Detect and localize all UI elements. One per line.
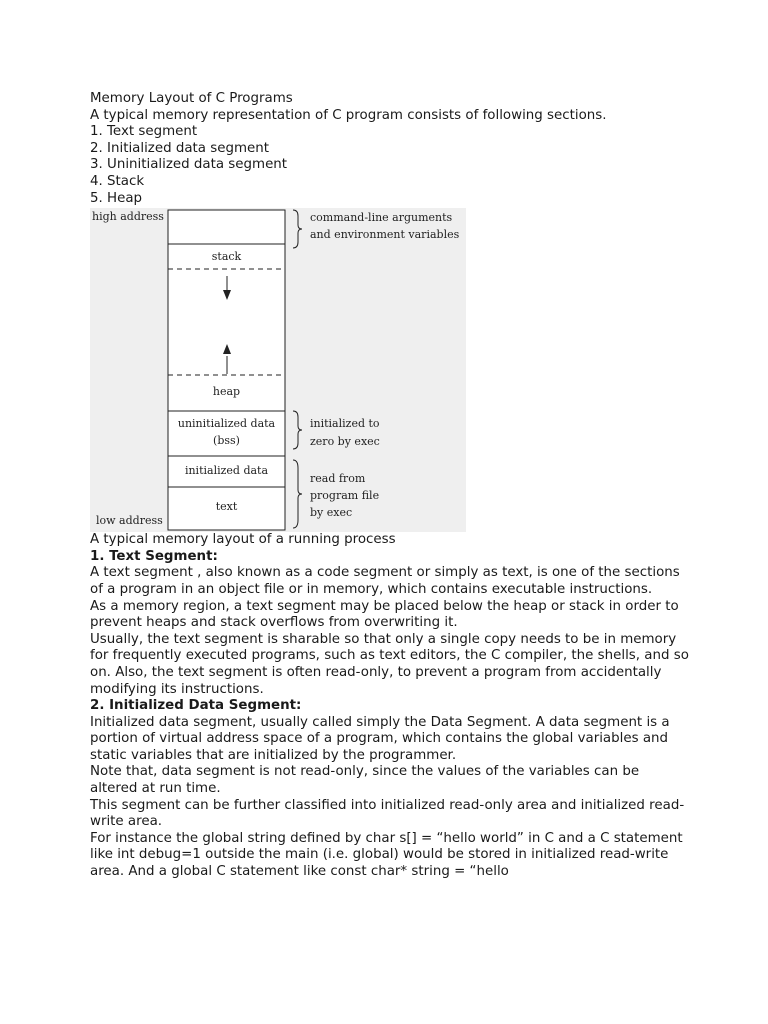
stack-label: stack	[211, 250, 242, 264]
uninitialized-data-label: uninitialized data	[177, 417, 276, 431]
section-heading-data-segment: 2. Initialized Data Segment:	[90, 698, 302, 714]
text-segment-label: text	[215, 500, 238, 514]
section-heading-text-segment: 1. Text Segment:	[90, 548, 218, 564]
paragraph: For instance the global string defined by char s[] = “hello world” in C and a C statement like int debug=1 outside the main (i.e. global) would be stored in initialized read-write area. And a global C statement like const char* string = “hello	[90, 830, 683, 880]
paragraph: A text segment , also known as a code segment or simply as text, is one of the sections of a program in an object file or in memory, which contains executable instructions.	[90, 565, 680, 597]
list-item: 3. Uninitialized data segment	[90, 157, 288, 173]
intro-text: A typical memory representation of C program consists of following sections.	[90, 107, 607, 123]
list-item: 2. Initialized data segment	[90, 140, 269, 156]
brace-icon	[293, 411, 302, 449]
high-address-label: high address	[92, 210, 164, 224]
list-item: 5. Heap	[90, 190, 143, 206]
annotation-text: zero by exec	[310, 435, 380, 449]
annotation-text: initialized to	[310, 417, 380, 431]
annotation-text: program file	[310, 489, 380, 503]
initialized-data-label: initialized data	[184, 464, 269, 478]
annotation-text: command-line arguments	[310, 211, 453, 225]
annotation-text: and environment variables	[310, 228, 460, 242]
paragraph: Note that, data segment is not read-only, since the values of the variables can be altered at run time.	[90, 764, 640, 797]
paragraph: This segment can be further classified into initialized read-only area and initialized read-write area.	[90, 797, 685, 830]
brace-icon	[293, 460, 302, 528]
doc-title: Memory Layout of C Programs	[90, 91, 293, 106]
paragraph: Initialized data segment, usually called simply the Data Segment. A data segment is a portion of virtual address space of a program, which contains the global variables and static variables that are initialized by the programmer.	[90, 714, 670, 763]
low-address-label: low address	[96, 514, 163, 528]
annotation-text: read from	[310, 472, 366, 486]
bss-label: (bss)	[213, 434, 240, 448]
paragraph: As a memory region, a text segment may be placed below the heap or stack in order to prevent heaps and stack overflows from overwriting it.	[90, 598, 679, 631]
paragraph: Usually, the text segment is sharable so that only a single copy needs to be in memory for frequently executed programs, such as text editors, the C compiler, the shells, and so on. Also, the text segment is often read-only, to prevent a program from accidentally modifying its instructions.	[90, 631, 689, 697]
memory-layout-diagram	[90, 208, 466, 532]
brace-icon	[293, 210, 302, 248]
heap-label: heap	[212, 385, 241, 399]
figure-caption: A typical memory layout of a running process	[90, 532, 396, 548]
annotation-text: by exec	[310, 506, 353, 520]
document-page	[90, 91, 690, 881]
list-item: 1. Text segment	[90, 124, 198, 140]
list-item: 4. Stack	[90, 173, 145, 189]
